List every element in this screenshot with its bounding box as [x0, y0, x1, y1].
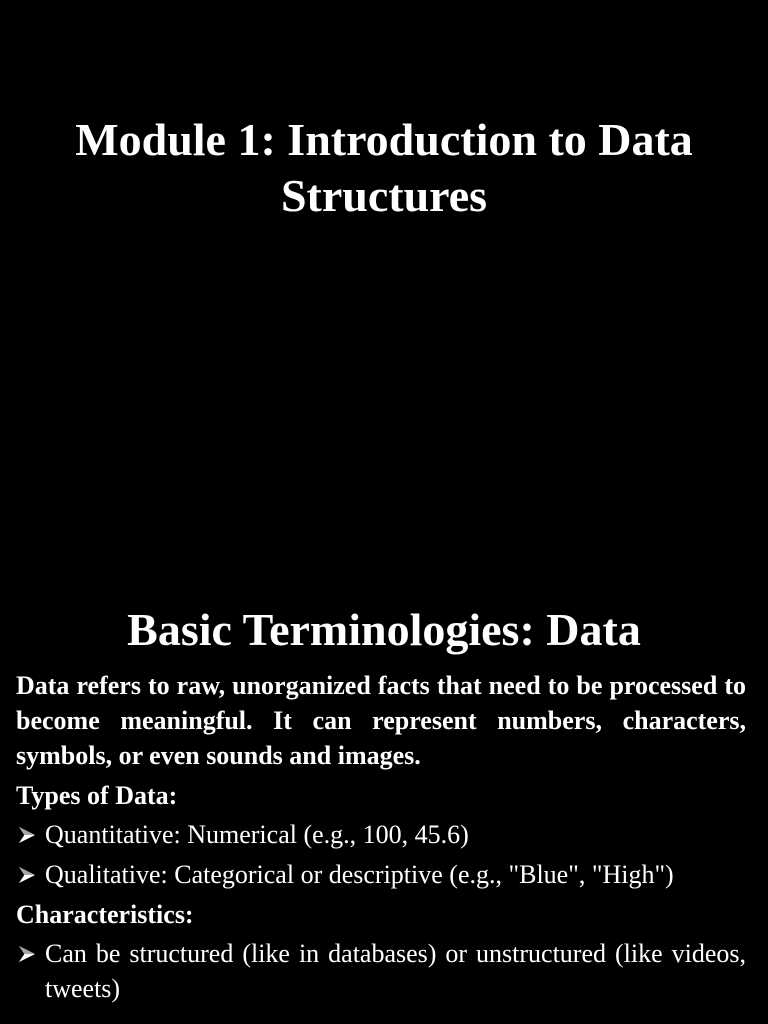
characteristics-heading: Characteristics:: [16, 900, 194, 929]
module-title: Module 1: Introduction to Data Structures: [75, 114, 693, 221]
slide-content: [0, 668, 768, 1006]
types-heading: Types of Data:: [16, 781, 178, 810]
arrow-bullet-icon: [18, 826, 36, 844]
list-item: [16, 936, 746, 1006]
arrow-bullet-icon: [18, 866, 36, 884]
type-item-text: Quantitative: Numerical (e.g., 100, 45.6): [45, 820, 469, 849]
list-item: [16, 817, 746, 852]
data-definition: Data refers to raw, unorganized facts that need to be processed to become meaningful. It can represent numbers, characters, symbols, or even sounds and images.: [16, 671, 746, 770]
characteristic-item-text: Can be structured (like in databases) or unstructured (like videos, tweets): [45, 939, 746, 1003]
list-item: [16, 857, 746, 892]
slide-basic-terminologies: [0, 600, 768, 1011]
type-item-text: Qualitative: Categorical or descriptive (e.g., "Blue", "High"): [45, 860, 674, 889]
arrow-bullet-icon: [18, 945, 36, 963]
slide-heading: Basic Terminologies: Data: [127, 604, 641, 655]
